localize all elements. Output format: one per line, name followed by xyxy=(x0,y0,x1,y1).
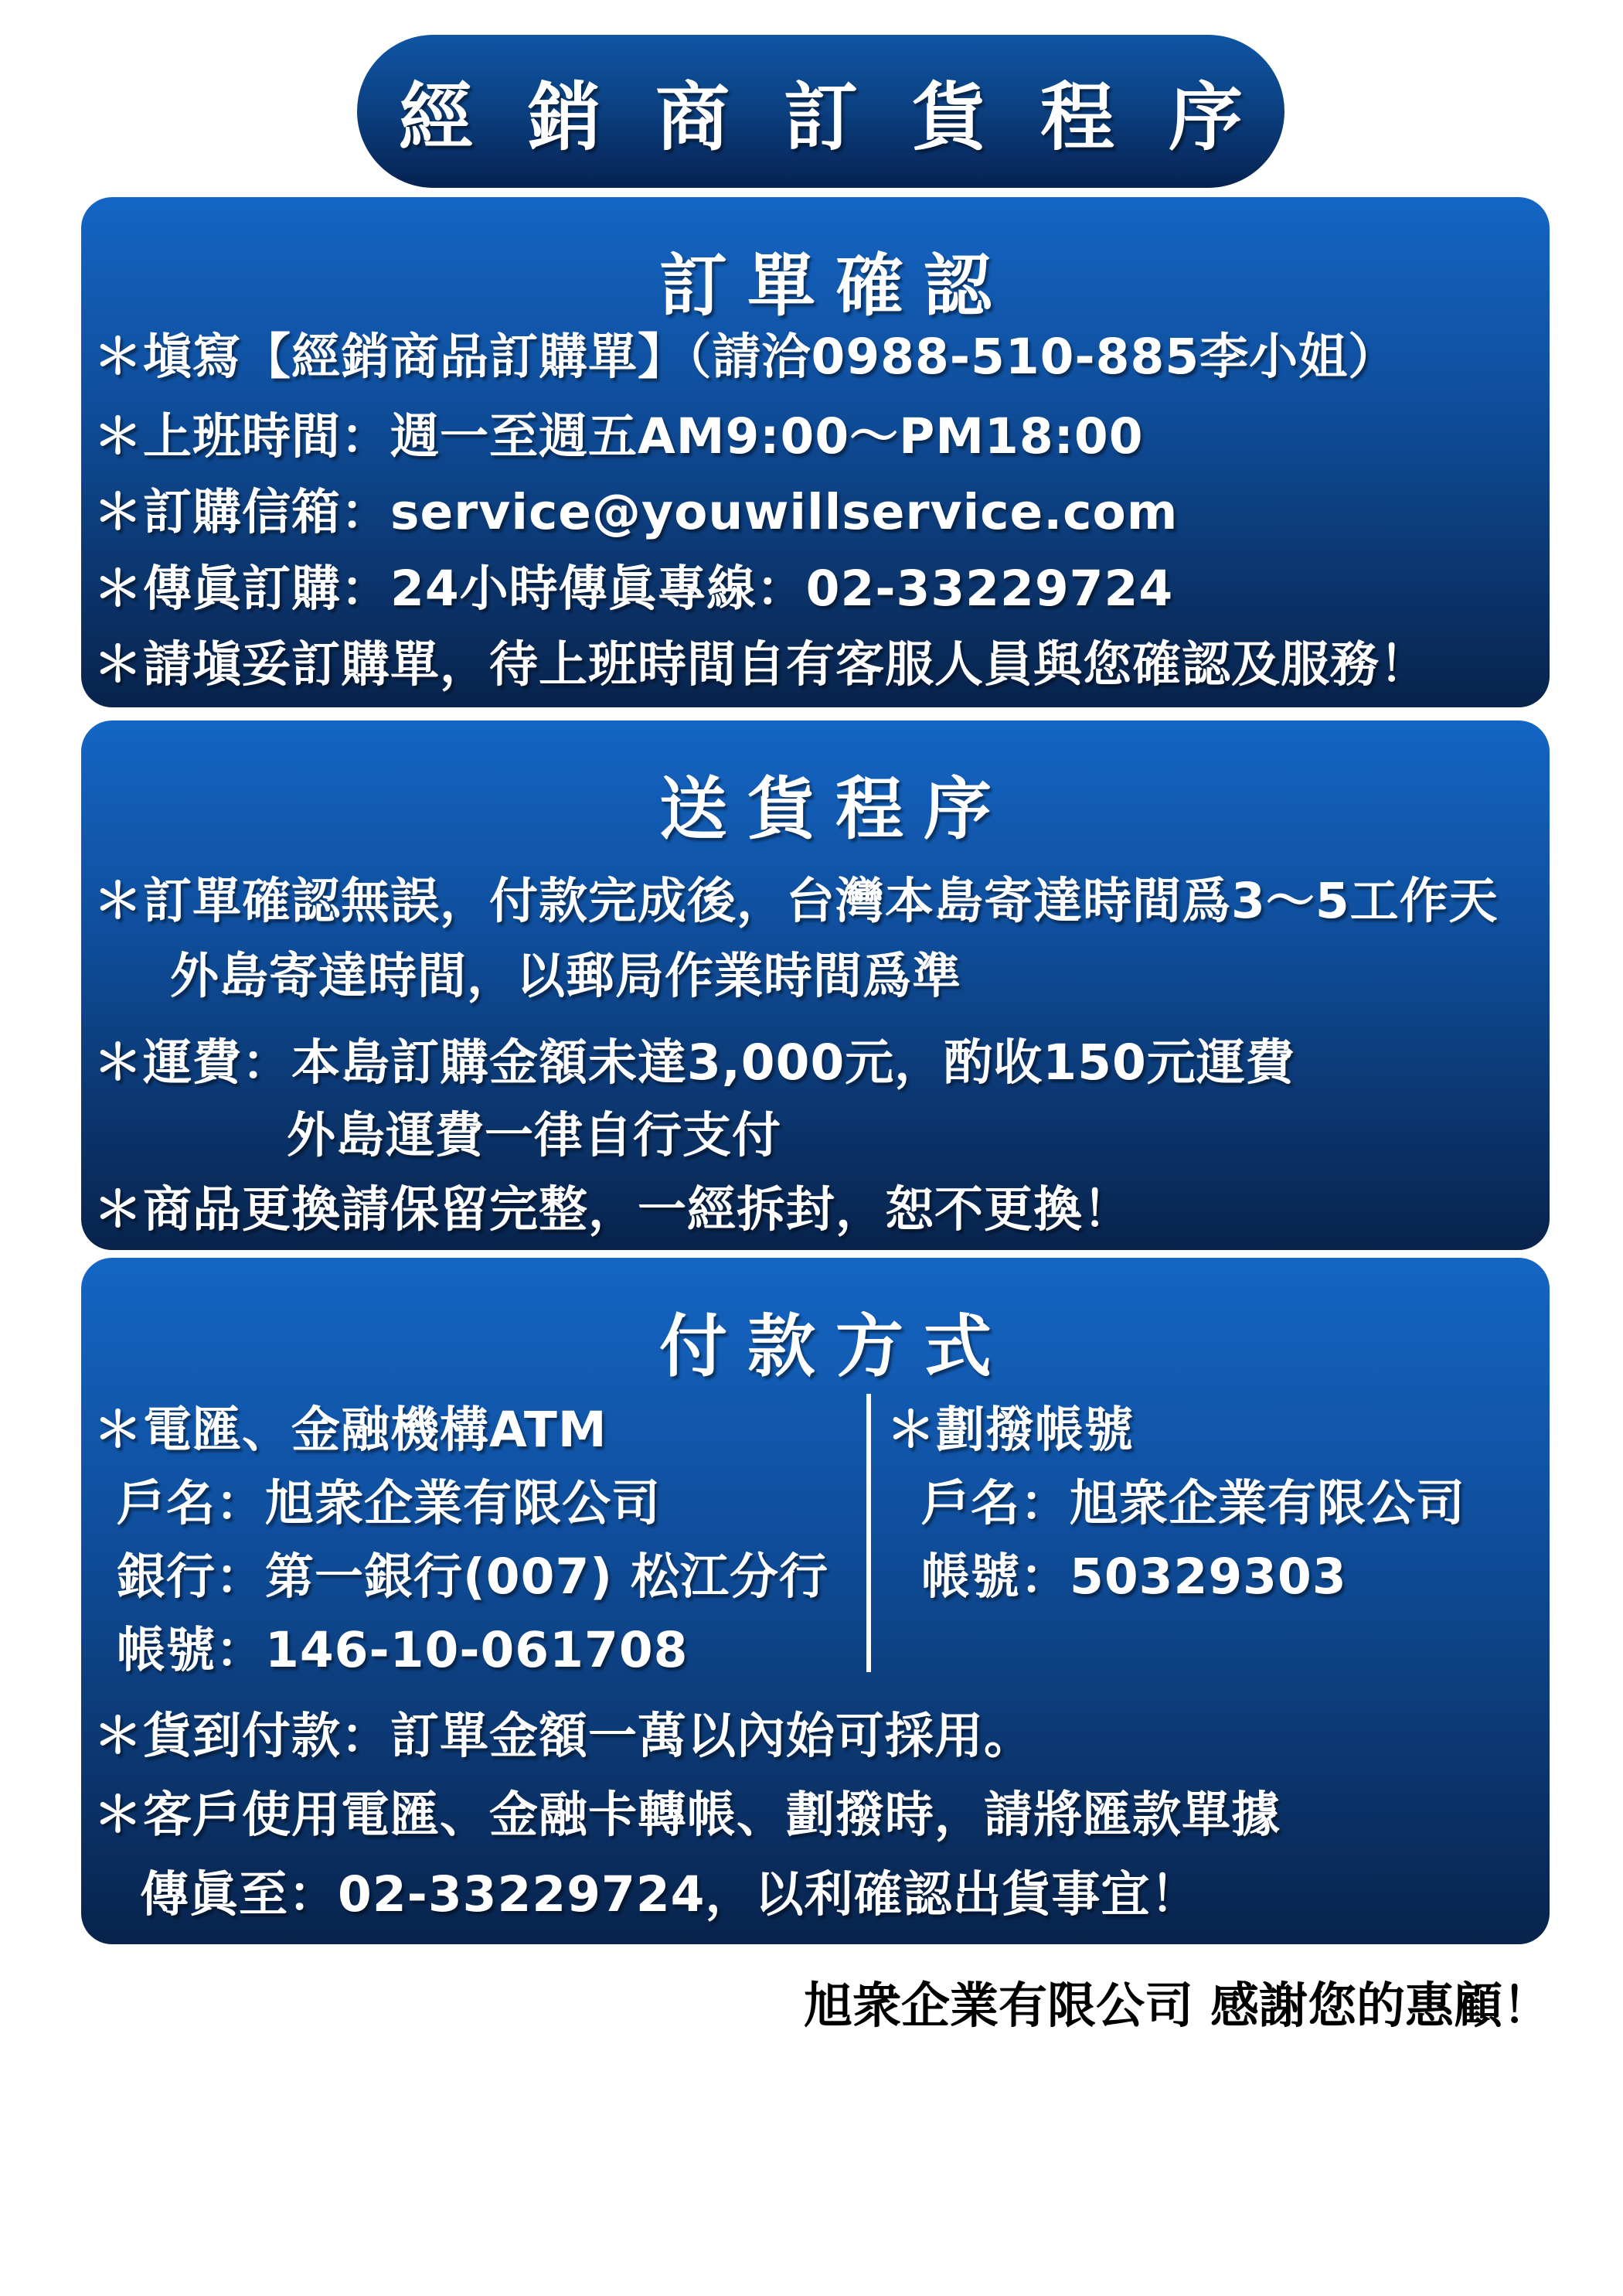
payment-left-account-number: 帳號：146-10-061708 xyxy=(117,1622,689,1678)
payment-left-account-name: 戶名：旭衆企業有限公司 xyxy=(117,1475,661,1531)
panel-order-confirmation xyxy=(81,197,1550,707)
payment-right-method: ＊劃撥帳號 xyxy=(886,1402,1134,1458)
banner-title-text: 經銷商訂貨程序 xyxy=(399,73,1297,161)
column-divider xyxy=(866,1394,871,1672)
order-line-office-hours: ＊上班時間：週一至週五AM9:00～PM18:00 xyxy=(94,408,1144,465)
order-line-fax: ＊傳眞訂購：24小時傳眞專線：02-33229724 xyxy=(94,560,1174,617)
payment-methods-title: 付款方式 xyxy=(658,1306,1012,1386)
panel-delivery-procedure xyxy=(81,720,1550,1250)
footer-thanks-note: 旭衆企業有限公司 感謝您的惠顧！ xyxy=(804,1977,1551,2034)
payment-right-account-name: 戶名：旭衆企業有限公司 xyxy=(921,1475,1465,1531)
order-line-email: ＊訂購信箱：service@youwillservice.com xyxy=(94,484,1179,540)
order-line-confirm-service: ＊請塡妥訂購單，待上班時間自有客服人員與您確認及服務！ xyxy=(94,636,1429,693)
delivery-line-outer-islands-time: 外島寄達時間，以郵局作業時間爲準 xyxy=(170,948,961,1004)
order-line-fill-form: ＊塡寫【經銷商品訂購單】（請洽0988-510-885李小姐） xyxy=(94,329,1398,385)
delivery-procedure-title: 送貨程序 xyxy=(658,769,1012,849)
payment-note-remittance: ＊客戶使用電匯、金融卡轉帳、劃撥時，請將匯款單據 xyxy=(94,1787,1281,1843)
delivery-line-exchange-policy: ＊商品更換請保留完整，一經拆封，恕不更換！ xyxy=(94,1181,1132,1238)
payment-right-account-number: 帳號：50329303 xyxy=(921,1548,1347,1605)
payment-note-cod: ＊貨到付款：訂單金額一萬以內始可採用。 xyxy=(94,1708,1033,1764)
panel-payment-methods xyxy=(81,1258,1550,1944)
delivery-line-outer-islands-fee: 外島運費一律自行支付 xyxy=(287,1107,781,1163)
payment-left-bank: 銀行：第一銀行(007) 松江分行 xyxy=(117,1548,829,1605)
payment-left-method: ＊電匯、金融機構ATM xyxy=(94,1402,607,1458)
payment-note-fax-receipt: 傳眞至：02-33229724，以利確認出貨事宜！ xyxy=(140,1866,1200,1923)
title-banner xyxy=(357,35,1297,188)
delivery-line-shipping-fee: ＊運費：本島訂購金額未達3,000元，酌收150元運費 xyxy=(94,1034,1295,1091)
order-confirmation-title: 訂單確認 xyxy=(658,246,1012,325)
delivery-line-lead-time: ＊訂單確認無誤，付款完成後，台灣本島寄達時間爲3～5工作天 xyxy=(94,873,1499,929)
